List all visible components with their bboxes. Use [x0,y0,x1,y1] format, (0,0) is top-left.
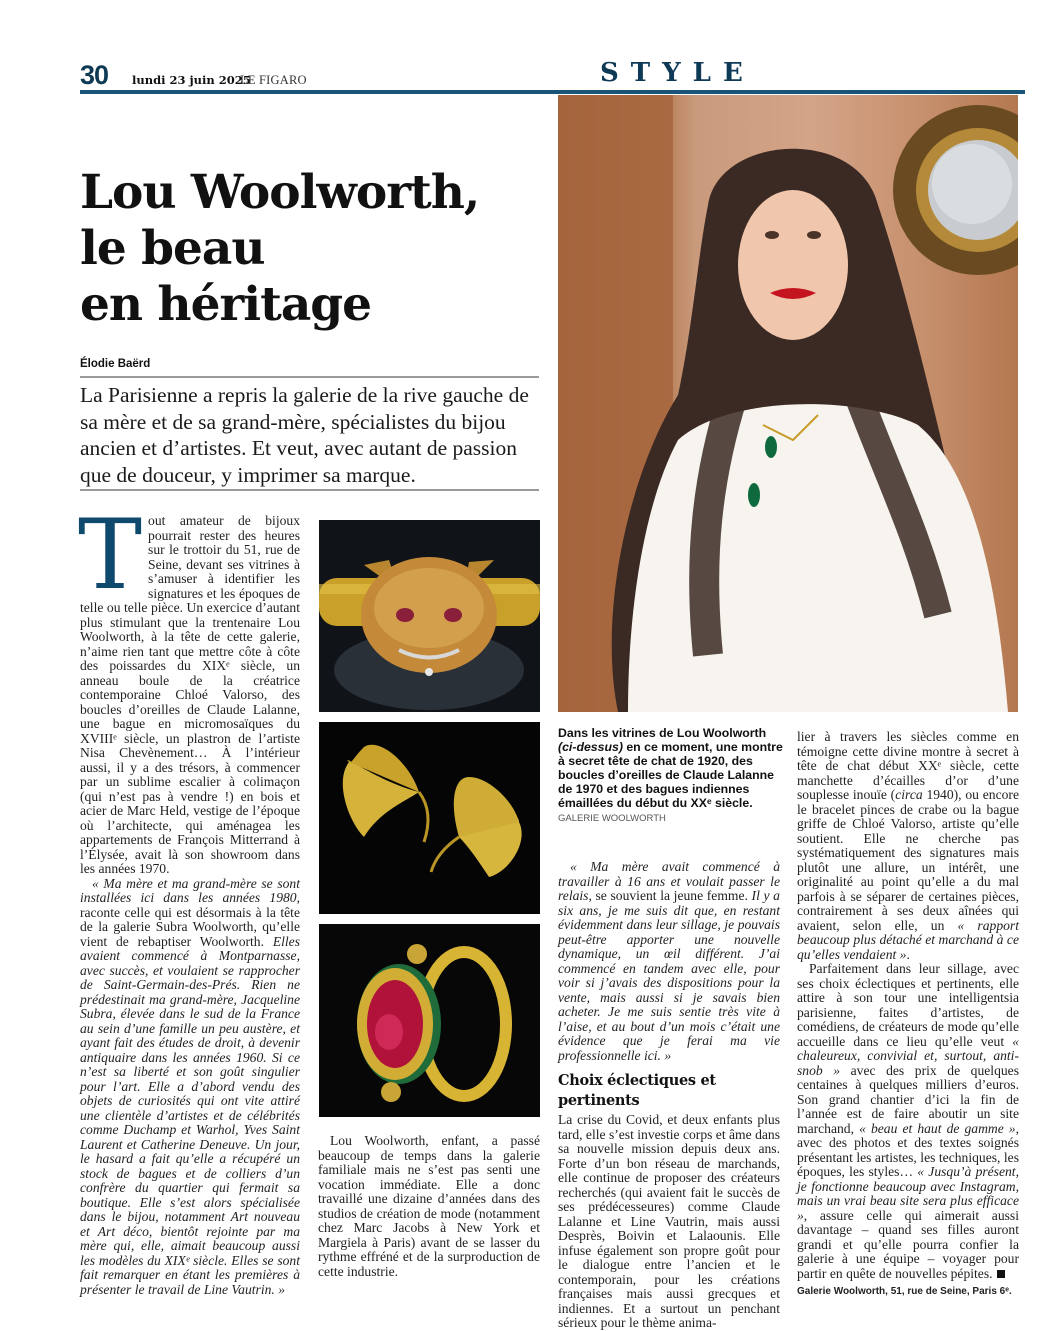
ruby-ring-illustration [319,924,540,1117]
section-subheading: Choix éclectiques et pertinents [558,1072,716,1109]
quote: « chaleureux, convivial et, surtout, anti-snob » [797,1033,1019,1078]
photo-caption: Dans les vitrines de Lou Woolworth (ci-dessus) en ce moment, une montre à secret tête de chat de 1920, des boucles d’oreilles de Claude Lalanne de 1970 et des bagues indiennes émaillées du début du XXᵉ siècle. GALERIE WOOLWORTH [558,726,786,826]
photo-credit: GALERIE WOOLWORTH [558,813,666,824]
paragraph: La crise du Covid, et deux enfants plus tard, elle s’est investie corps et âme dans sa nouvelle mission depuis deux ans. Forte d’un bon réseau de marchands, elle continue de proposer des créateurs recherchés (qui avaient fait le succès de ses prédécesseures) comme Claude Lalanne et Line Vautrin, mais aussi Desprès, Boivin et Lalaounis. Elle infuse également son propre goût pour le dialogue entre l’ancien et le contemporain, pour les créations françaises mais aussi grecques et indiennes. Et a surtout un penchant sérieux pour le thème anima- [558,1112,780,1330]
body-column-4 [797,730,1019,1300]
body-column-3 [558,860,780,1331]
page-number: 30 [80,60,109,90]
standfirst-rule-top [80,376,539,378]
article-title [80,165,550,333]
masthead [80,58,1025,94]
quote: Elles avaient commencé à Montparnasse, avec succès, et voulaient se rapprocher de Saint-Germain-des-Prés. Rien ne prédestinait ma grand-mère, Jacqueline Subra, élevée dans le sud de la France au sein d’une famille un peu austère, et ayant fait des études de droit, à devenir antiquaire dans les années 1960. Si ce n’est sa liberté et son goût singulier pour l’art. Elle a d’abord vendu des objets de curiosités qui ont vite attiré une clientèle d’artistes et de célébrités comme Duchamp et Warhol, Yves Saint Laurent et Catherine Deneuve. Un jour, le hasard a fait qu’elle a récupéré un stock de bagues et de colliers d’un confrère du quartier qui fermait sa boutique. Elle s’est alors spécialisée dans le bijou, notamment Art nouveau et Art déco, bientôt rejointe par ma mère qui, elle, aimait beaucoup aussi les modèles du XIXᵉ siècle. Elles se sont fait remarquer en étant les premières à présenter le travail de Line Vautrin. » [80,933,300,1297]
end-of-article-icon [997,1270,1005,1278]
paragraph: lier à travers les siècles comme en témoigne cette divine montre à secret à tête de chat début XXᵉ siècle, cette manchette d’écailles d’or d’une souplesse inouïe (circa 1940), ou encore le bracelet pinces de crabe ou la bague griffe de Chloé Valorso, artiste qu’elle soutient. Elle ne cherche pas systématiquement des signatures mais plutôt une allure, un intérêt, une originalité au point qu’elle a du mal parfois à se séparer de certaines pièces, contrairement à ses deux aînées qui avaient, selon elle, un « rapport beaucoup plus détaché et marchand à ce qu’elles vendaient ». [797,729,1019,962]
quote: « beau et haut de gamme » [859,1120,1016,1136]
standfirst-rule-bottom [80,489,539,491]
standfirst: La Parisienne a repris la galerie de la rive gauche de sa mère et de sa grand-mère, spécialistes du bijou ancien et d’artistes. Et veut, avec autant de passion que de douceur, y imprimer sa marque. [80,383,529,487]
paragraph: Parfaitement dans leur sillage, avec ses choix éclectiques et pertinents, elle attire à son tour une intelligentsia parisienne, faites d’artistes, de comédiens, de créateurs de mode qu’elle accueille dans ce lieu qu’elle veut « chaleureux, convivial et, surtout, anti-snob » avec des prix de quelques centaines à quelques milliers d’euros. Son grand chantier d’ici la fin de l’année est de faire aboutir un site marchand, « beau et haut de gamme », avec des photos et des textes soignés présentant les artistes, les techniques, les époques, les styles… « Jusqu’à présent, je fonctionne beaucoup avec Instagram, mais un vrai beau site sera plus efficace », assure celle qui aimerait aussi davantage – quand ses filles auront grandi et qu’elle pourra confier la galerie à une équipe – voyager pour partir en quête de nouvelles pépites. [797,961,1020,1281]
paragraph: « Ma mère et ma grand-mère se sont installées ici dans les années 1980, raconte celle qui est désormais à la tête de la galerie Subra Woolworth, qu’elle vient de rebaptiser Woolworth. Elles avaient commencé à Montparnasse, avec succès, et voulaient se rapprocher de Saint-Germain-des-Prés. Rien ne prédestinait ma grand-mère, Jacqueline Subra, élevée dans le sud de la France au sein d’une famille un peu austère, et ayant fait des études de droit, à devenir antiquaire dans les années 1960. Si ce n’est sa liberté et son goût singulier pour l’art. Elle a d’abord vendu des objets de curiosités qui ont vite attiré une clientèle d’artistes et de célébrités comme Duchamp et Warhol, Yves Saint Laurent et Catherine Deneuve. Un jour, le hasard a fait qu’elle a récupéré un stock de bagues et de colliers d’un confrère du quartier qui fermait sa boutique. Elle s’est alors spécialisée dans le bijou, notamment Art nouveau et Art déco, bientôt rejointe par ma mère qui, elle, aimait beaucoup aussi les modèles du XIXᵉ siècle. Elles se sont fait remarquer en étant les premières à présenter le travail de Line Vautrin. » [80,875,300,1297]
quote: « Ma mère avait commencé à travailler à 16 ans et voulait passer le relais [558,859,780,903]
title-line-2: le beau [80,221,265,276]
section-title: STYLE [600,58,755,88]
quote: Il y a six ans, je me suis dit que, en restant évidemment dans leur sillage, je pouvais peut-être apporter une nouvelle dynamique, un œil différent. J’ai commencé en tandem avec elle, pour voir si j’avais des dispositions pour la vente, mais aussi si je savais bien acheter. Je me suis sentie très vite à l’aise, et au bout d’un mois c’était une évidence que je ferai ma vie professionnelle ici. » [558,888,780,1063]
portrait-illustration [558,95,1018,712]
paragraph: « Ma mère avait commencé à travailler à 16 ans et voulait passer le relais, se souvient la jeune femme. Il y a six ans, je me suis dit que, en restant évidemment dans leur sillage, je pouvais peut-être apporter une nouvelle dynamique, un œil différent. J’ai commencé en tandem avec elle, pour voir si j’avais des dispositions pour la vente, mais aussi si je savais bien acheter. Je me suis sentie très vite à l’aise, et au bout d’un mois c’était une évidence que je ferai ma vie professionnelle ici. » [558,859,780,1063]
title-line-3: en héritage [80,277,372,332]
drop-cap: T [78,499,143,611]
gallery-address: Galerie Woolworth, 51, rue de Seine, Paris 6ᵉ. [797,1286,1012,1297]
ginkgo-earrings-illustration [319,722,540,914]
quote: « Jusqu’à présent, je fonctionne beaucoup avec Instagram, mais un vrai beau site sera plus efficace » [797,1164,1019,1223]
paragraph: Lou Woolworth, enfant, a passé beaucoup de temps dans la galerie familiale mais ne s’est pas senti une vocation immédiate. Elle a donc travaillé une dizaine d’années dans des studios de création de mode (notamment chez Marc Jacobs à New York et Margiela à Paris) avant de se lasser du rythme effréné et de la surproduction de cette industrie. [318,1133,540,1279]
cat-ring-illustration [319,520,540,712]
title-line-1: Lou Woolworth, [80,165,480,220]
author-byline: Élodie Baërd [80,358,151,370]
portrait-photo [558,95,1018,712]
body-column-2 [318,1134,540,1279]
cat-ring-photo [319,520,540,712]
paragraph: Tout amateur de bijoux pourrait rester des heures sur le trottoir du 51, rue de Seine, devant ses vitrines à s’amuser à identifier les signatures et les époques de telle ou telle pièce. Un exercice d’autant plus stimulant que la trentenaire Lou Woolworth, à la tête de cette galerie, n’aime rien tant que mettre côte à côte des poissardes du XIXᵉ siècle, un anneau boule de la créatrice contemporaine Chloé Valorso, des boucles d’oreilles de Claude Lalanne, une bague en micromosaïques du XVIIIᵉ siècle, un plastron de l’artiste Nisa Chevènement… À l’intérieur aussi, il y a des trésors, à commencer par un sublime escalier à colimaçon (qui n’est pas à vendre !) en bois et acier de Marc Held, vestige de l’époque où l’architecte, qui aménagea les appartements de François Mitterrand à l’Élysée, avait là son showroom dans les années 1970. [78,499,300,876]
quote: « Ma mère et ma grand-mère se sont installées ici dans les années 1980 [80,875,300,905]
body-column-1 [78,499,300,1297]
publication-name: LE FIGARO [240,73,307,87]
ginkgo-earrings-photo [319,722,540,914]
sunburst-mirror [893,105,1018,275]
quote: « rapport beaucoup plus détaché et marchand à ce qu’elles vendaient » [797,917,1019,962]
header-rule [80,90,1025,94]
ruby-ring-photo [319,924,540,1117]
issue-date: lundi 23 juin 2025 [132,73,251,87]
